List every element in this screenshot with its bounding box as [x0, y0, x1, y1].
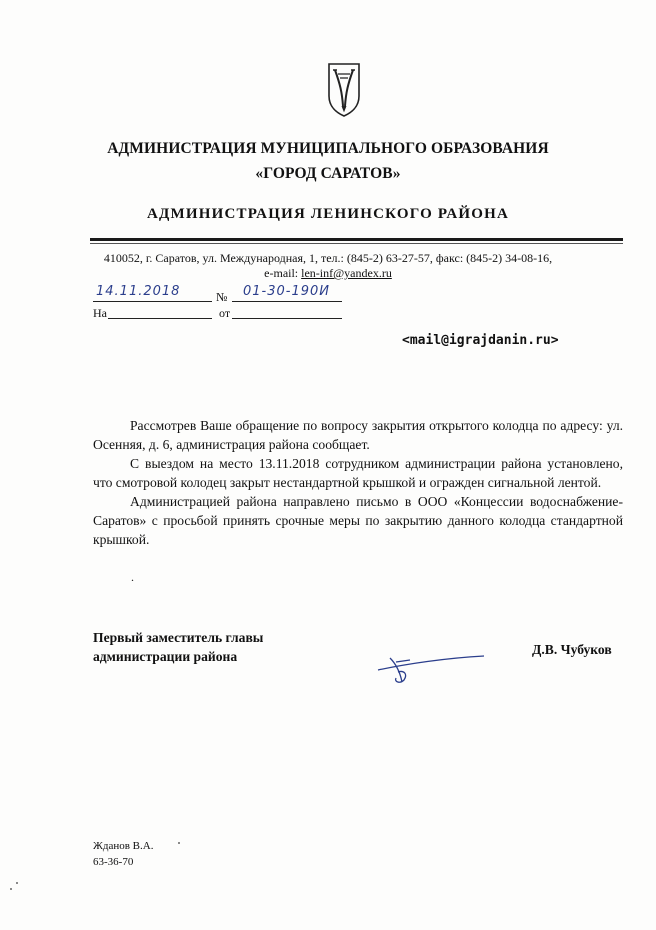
signatory-title [93, 628, 263, 666]
email-line [0, 266, 656, 281]
email-prefix: e-mail: [264, 266, 302, 280]
header-divider-thin [90, 243, 623, 244]
signatory-name: Д.В. Чубуков [532, 642, 612, 657]
from-label: от [219, 306, 231, 320]
scan-speck [178, 842, 180, 844]
executor-info [93, 838, 153, 870]
scan-speck [10, 888, 12, 890]
body-paragraph-1: Рассмотрев Ваше обращение по вопросу закрытия открытого колодца по адресу: ул. Осенняя, д. 6, администрация района сообщает. [93, 418, 623, 452]
header-district: АДМИНИСТРАЦИЯ ЛЕНИНСКОГО РАЙОНА [146, 206, 510, 222]
saratov-coat-of-arms-icon [326, 62, 362, 118]
executor-name: Жданов В.А. [93, 840, 154, 852]
from-underline [232, 318, 342, 319]
address-line: 410052, г. Саратов, ул. Международная, 1, тел.: (845-2) 63-27-57, факс: (845-2) 34-08-16, [103, 251, 553, 265]
number-label: № [216, 290, 228, 304]
on-underline [108, 318, 212, 319]
executor-phone: 63-36-70 [93, 856, 134, 868]
handwritten-signature-icon [376, 650, 486, 690]
signatory-title-line1: Первый заместитель главы [93, 630, 264, 645]
signatory-title-line2: администрации района [93, 649, 238, 664]
header-divider-thick [90, 238, 623, 241]
date-underline [93, 301, 212, 302]
scan-speck [16, 882, 18, 884]
handwritten-number: 01-30-190И [243, 284, 331, 299]
email-link[interactable]: len-inf@yandex.ru [301, 266, 392, 280]
body-paragraph-3: Администрацией района направлено письмо в ООО «Концессии водоснабжение-Саратов» с просьбой принять срочные меры по закрытию данного колодца стандартной крышкой. [93, 494, 623, 547]
letter-body [93, 416, 623, 549]
header-org-line1: АДМИНИСТРАЦИЯ МУНИЦИПАЛЬНОГО ОБРАЗОВАНИЯ [107, 140, 549, 157]
handwritten-date: 14.11.2018 [96, 284, 181, 299]
header-org-line2: «ГОРОД САРАТОВ» [255, 165, 401, 182]
stray-mark: . [131, 570, 134, 584]
number-underline [232, 301, 342, 302]
on-label: На [93, 306, 107, 320]
body-paragraph-2: С выездом на место 13.11.2018 сотрудником администрации района установлено, что смотровой колодец закрыт нестандартной крышкой и огражден сигнальной лентой. [93, 456, 623, 490]
recipient-email: <mail@igrajdanin.ru> [402, 333, 559, 348]
